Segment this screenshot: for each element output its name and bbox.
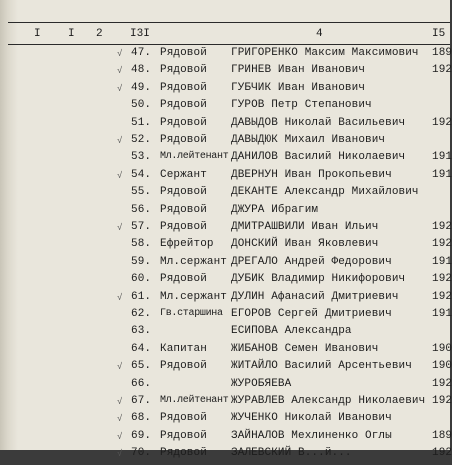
entry-number: 69. bbox=[131, 429, 152, 442]
tick-mark: √ bbox=[117, 414, 123, 425]
military-rank: Рядовой bbox=[160, 64, 207, 77]
table-row bbox=[0, 343, 450, 361]
full-name: ДОНСКИЙ Иван Яковлевич bbox=[231, 238, 379, 251]
full-name: ГРИНЕВ Иван Иванович bbox=[231, 64, 366, 77]
full-name: ЖУРАВЛЕВ Александр Николаевич bbox=[231, 395, 426, 407]
entry-number: 54. bbox=[131, 168, 152, 181]
birth-year: 192 bbox=[432, 221, 452, 233]
entry-number: 60. bbox=[131, 273, 152, 286]
tick-mark: √ bbox=[117, 362, 123, 373]
entry-number: 62. bbox=[131, 308, 152, 320]
military-rank: Рядовой bbox=[160, 134, 207, 146]
header-bottom-rule bbox=[8, 44, 450, 45]
military-rank: Мл.сержант bbox=[160, 290, 228, 303]
entry-number: 56. bbox=[131, 203, 152, 216]
table-row bbox=[0, 325, 450, 343]
full-name: ГУРОВ Петр Степанович bbox=[231, 99, 372, 112]
table-row bbox=[0, 99, 450, 117]
table-row bbox=[0, 64, 450, 82]
table-row bbox=[0, 238, 450, 256]
tick-mark: √ bbox=[117, 397, 123, 407]
full-name: ДЖУРА Ибрагим bbox=[231, 203, 319, 216]
entry-number: 53. bbox=[131, 151, 152, 164]
table-row bbox=[0, 447, 450, 465]
entry-number: 68. bbox=[131, 412, 152, 425]
header-col-4: 4 bbox=[316, 28, 323, 40]
full-name: ДУБИК Владимир Никифорович bbox=[231, 273, 406, 286]
military-rank: Рядовой bbox=[160, 186, 207, 199]
table-row bbox=[0, 412, 450, 430]
military-rank: Рядовой bbox=[160, 360, 207, 373]
entry-number: 50. bbox=[131, 99, 152, 112]
birth-year: 191 bbox=[432, 308, 452, 320]
full-name: ДМИТРАШВИЛИ Иван Ильич bbox=[231, 221, 379, 233]
full-name: ЗАЙНАЛОВ Мехлиненко Оглы bbox=[231, 429, 392, 442]
full-name: ЖИТАЙЛО Василий Арсентьевич bbox=[231, 360, 412, 373]
entry-number: 67. bbox=[131, 395, 152, 407]
full-name: ЕГОРОВ Сергей Дмитриевич bbox=[231, 308, 392, 320]
table-row bbox=[0, 186, 450, 204]
table-row bbox=[0, 291, 450, 309]
full-name: ЖУРОБЯЕВА bbox=[231, 377, 292, 390]
entry-number: 66. bbox=[131, 377, 152, 390]
full-name: ЗАЛЕВСКИЙ В...й... bbox=[231, 447, 352, 460]
table-row bbox=[0, 430, 450, 448]
table-row bbox=[0, 117, 450, 135]
entry-number: 58. bbox=[131, 238, 152, 251]
birth-year: 191 bbox=[432, 255, 452, 268]
full-name: ДРЕГАЛО Андрей Федорович bbox=[231, 255, 392, 268]
header-col-3: I3I bbox=[130, 28, 150, 40]
birth-year: 192 bbox=[432, 395, 452, 407]
military-rank: Мл.лейтенант bbox=[160, 395, 229, 406]
full-name: ДВЕРНУН Иван Прокопьевич bbox=[231, 168, 392, 181]
birth-year: 190 bbox=[432, 360, 452, 373]
military-rank: Рядовой bbox=[160, 429, 207, 442]
table-row bbox=[0, 378, 450, 396]
birth-year: 192 bbox=[432, 238, 452, 251]
military-rank: Рядовой bbox=[160, 47, 207, 59]
full-name: ДАВЫДЮК Михаил Иванович bbox=[231, 134, 386, 146]
birth-year: 192 bbox=[432, 64, 452, 77]
military-rank: Рядовой bbox=[160, 99, 207, 112]
military-rank: Рядовой bbox=[160, 273, 207, 286]
tick-mark: √ bbox=[117, 292, 123, 303]
entry-number: 49. bbox=[131, 81, 152, 94]
birth-year: 190 bbox=[432, 342, 452, 355]
table-row bbox=[0, 256, 450, 274]
table-row bbox=[0, 204, 450, 222]
military-rank: Рядовой bbox=[160, 81, 207, 94]
entry-number: 52. bbox=[131, 134, 152, 146]
header-col-2: 2 bbox=[96, 28, 103, 40]
birth-year: 189 bbox=[432, 429, 452, 442]
military-rank: Мл.лейтенант bbox=[160, 151, 229, 163]
birth-year: 192 bbox=[432, 447, 452, 460]
entry-number: 47. bbox=[131, 47, 152, 59]
tick-mark: √ bbox=[117, 223, 123, 233]
table-row bbox=[0, 82, 450, 100]
military-rank: Сержант bbox=[160, 168, 207, 181]
table-row bbox=[0, 308, 450, 326]
entry-number: 61. bbox=[131, 290, 152, 303]
table-row bbox=[0, 151, 450, 169]
table-row bbox=[0, 273, 450, 291]
header-col-1: I bbox=[34, 28, 41, 40]
birth-year: 192 bbox=[432, 116, 452, 129]
birth-year: 191 bbox=[432, 168, 452, 181]
full-name: ДУЛИН Афанасий Дмитриевич bbox=[231, 290, 399, 303]
military-rank: Мл.сержант bbox=[160, 255, 228, 268]
tick-mark: √ bbox=[117, 83, 123, 94]
full-name: ЕСИПОВА Александра bbox=[231, 325, 352, 338]
header-top-rule bbox=[8, 22, 450, 23]
entry-number: 63. bbox=[131, 325, 152, 338]
tick-mark: √ bbox=[117, 66, 123, 77]
table-row bbox=[0, 360, 450, 378]
entry-number: 64. bbox=[131, 342, 152, 355]
military-rank: Рядовой bbox=[160, 203, 207, 216]
military-rank: Гв.старшина bbox=[160, 308, 223, 319]
birth-year: 192 bbox=[432, 273, 452, 286]
tick-mark: √ bbox=[117, 49, 123, 59]
entry-number: 57. bbox=[131, 221, 152, 233]
entry-number: 70. bbox=[131, 447, 152, 460]
entry-number: 65. bbox=[131, 360, 152, 373]
tick-mark: √ bbox=[117, 170, 123, 181]
military-rank: Рядовой bbox=[160, 221, 207, 233]
full-name: ЖИБАНОВ Семен Иванович bbox=[231, 342, 379, 355]
birth-year: 192 bbox=[432, 377, 452, 390]
full-name: ДЕКАНТЕ Александр Михайлович bbox=[231, 186, 419, 199]
table-row bbox=[0, 47, 450, 65]
table-row bbox=[0, 169, 450, 187]
header-col-1b: I bbox=[68, 28, 75, 40]
birth-year: 189 bbox=[432, 47, 452, 59]
birth-year: 191 bbox=[432, 151, 452, 164]
tick-mark: √ bbox=[117, 449, 123, 460]
full-name: ЖУЧЕНКО Николай Иванович bbox=[231, 412, 392, 425]
header-col-5: I5 bbox=[432, 28, 446, 40]
tick-mark: √ bbox=[117, 136, 123, 146]
table-row bbox=[0, 395, 450, 413]
military-rank: Рядовой bbox=[160, 447, 207, 460]
entry-number: 51. bbox=[131, 116, 152, 129]
entry-number: 59. bbox=[131, 255, 152, 268]
entry-number: 55. bbox=[131, 186, 152, 199]
military-rank: Рядовой bbox=[160, 412, 207, 425]
entry-number: 48. bbox=[131, 64, 152, 77]
full-name: ГРИГОРЕНКО Максим Максимович bbox=[231, 47, 419, 59]
table-row bbox=[0, 134, 450, 152]
military-rank: Капитан bbox=[160, 342, 207, 355]
full-name: ДАНИЛОВ Василий Николаевич bbox=[231, 151, 406, 164]
tick-mark: √ bbox=[117, 431, 123, 442]
military-rank: Рядовой bbox=[160, 116, 207, 129]
table-row bbox=[0, 221, 450, 239]
birth-year: 192 bbox=[432, 290, 452, 303]
military-rank: Ефрейтор bbox=[160, 238, 214, 251]
full-name: ГУБЧИК Иван Иванович bbox=[231, 81, 366, 94]
full-name: ДАВЫДОВ Николай Васильевич bbox=[231, 116, 406, 129]
